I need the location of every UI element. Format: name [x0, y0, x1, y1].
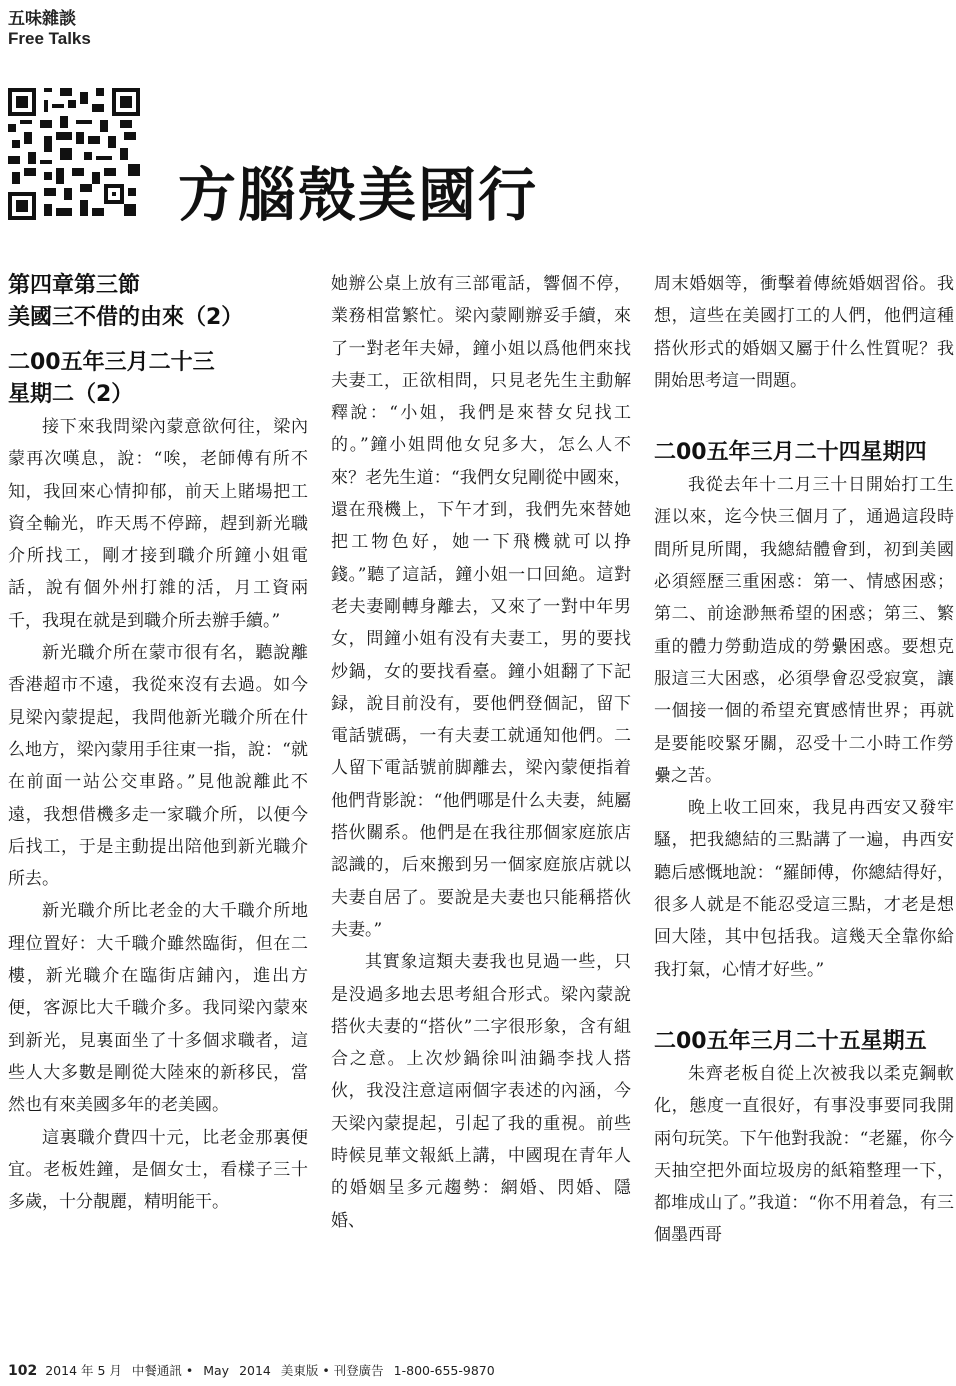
edition-label: 美東版 • 刊登廣告: [280, 1363, 384, 1378]
paragraph: 我從去年十二月三十日開始打工生涯以來，迄今快三個月了，通過這段時間所見所聞，我總結體會到，初到美國必須經歷三重困惑：第一、情感困惑；第二、前途渺無希望的困惑；第三、繁重的體力勞動造成的勞纍困惑。要想克服這三大困惑，必須學會忍受寂寞，讓一個接一個的希望充實感情世界；再就是要能咬緊牙關，忍受十二小時工作勞纍之苦。: [654, 475, 954, 786]
paragraph: 其實象這類夫妻我也見過一些，只是没過多地去思考組合形式。梁內蒙說搭伙夫妻的“搭伙”二字很形象，含有組合之意。上次炒鍋徐叫油鍋李找人搭伙，我没注意這兩個字表述的內涵，今天梁內蒙提起，引起了我的重視。前些時候見華文報紙上講，中國現在青年人的婚姻呈多元趨勢：網婚、閃婚、隱婚、: [331, 952, 631, 1231]
article-column-1: [8, 270, 308, 1218]
date-heading: 二00五年三月二十五星期五: [654, 1028, 927, 1054]
paragraph: 這裏職介費四十元，比老金那裏便宜。老板姓鐘，是個女士，看樣子三十多歲，十分靚麗，精明能干。: [8, 1127, 308, 1213]
article-title: 方腦殼美國行: [178, 161, 539, 229]
paragraph: 新光職介所比老金的大千職介所地理位置好：大千職介雖然臨街，但在二樓，新光職介在臨街店鋪內，進出方便，客源比大千職介多。我同梁內蒙來到新光，見裏面坐了十多個求職者，這些人大多數是剛從大陸來的新移民，當然也有來美國多年的老美國。: [8, 901, 308, 1116]
article-column-3: [654, 268, 954, 1252]
paragraph: 她辦公桌上放有三部電話，響個不停，業務相當繁忙。梁內蒙剛辦妥手續，來了一對老年夫婦，鐘小姐以爲他們來找夫妻工，正欲相問，只見老先生主動解釋說：“小姐，我們是來替女兒找工的。”鐘小姐問他女兒多大，怎么人不來？老先生道：“我們女兒剛從中國來，還在飛機上，下午才到，我們先來替她把工物色好，她一下飛機就可以挣錢。”聽了這話，鐘小姐一口回絶。這對老夫妻剛轉身離去，又來了一對中年男女，問鐘小姐有没有夫妻工，男的要找炒鍋，女的要找看臺。鐘小姐翻了下記録，說目前没有，要他們登個記，留下電話號碼，一有夫妻工就通知他們。二人留下電話號前脚離去，梁內蒙便指着他們背影說：“他們哪是什么夫妻，純屬搭伙關系。他們是在我往那個家庭旅店認識的，后來搬到另一個家庭旅店就以夫妻自居了。要說是夫妻也只能稱搭伙夫妻。”: [331, 274, 631, 940]
section-title-english: Free Talks: [8, 29, 91, 48]
qr-code-icon: [8, 88, 140, 220]
chapter-heading-line-1: 第四章第三節: [8, 273, 141, 298]
date-heading-line-1: 二00五年三月二十三: [8, 350, 215, 375]
chapter-heading-line-2: 美國三不借的由來（2）: [8, 305, 244, 330]
section-title-chinese: 五味雜談: [8, 9, 76, 29]
date-heading-line-2: 星期二（2）: [8, 382, 134, 407]
paragraph: 晚上收工回來，我見冉西安又發牢騷，把我總結的三點講了一遍，冉西安聽后感慨地說：“羅師傅，你總結得好，很多人就是不能忍受這三點，才老是想回大陸，其中包括我。這幾天全靠你給我打氣，心情才好些。”: [654, 798, 954, 980]
page-footer: [8, 1361, 501, 1379]
paragraph: 接下來我問梁內蒙意欲何往，梁內蒙再次嘆息，說：“唉，老師傅有所不知，我回來心情抑郁，前天上賭場把工資全輸光，昨天馬不停蹄，趕到新光職介所找工，剛才接到職介所鐘小姐電話，說有個外州打雜的活，月工資兩千，我現在就是到職介所去辦手續。”: [8, 417, 308, 631]
paragraph: 朱齊老板自從上次被我以柔克鋼軟化，態度一直很好，有事没事要同我開兩句玩笑。下午他對我說：“老羅，你今天抽空把外面垃圾房的紙箱整理一下，都堆成山了。”我道：“你不用着急，有三個墨西哥: [654, 1063, 954, 1246]
paragraph: 新光職介所在蒙市很有名，聽說離香港超市不遠，我從來沒有去過。如今見梁內蒙提起，我問他新光職介所在什么地方，梁內蒙用手往東一指，說：“就在前面一站公交車路。”見他說離此不遠，我想借機多走一家職介所，以便今后找工，于是主動提出陪他到新光職介所去。: [8, 643, 308, 890]
date-heading: 二00五年三月二十四星期四: [654, 440, 927, 466]
advertising-phone: 1-800-655-9870: [393, 1363, 495, 1378]
issue-year: 2014: [239, 1363, 271, 1378]
article-column-2: [331, 268, 631, 1237]
paragraph: 周末婚姻等，衝擊着傳統婚姻習俗。我想，這些在美國打工的人們，他們這種搭伙形式的婚姻又屬于什么性質呢？我開始思考這一問題。: [654, 274, 954, 391]
publication-name: 中餐通訊 •: [131, 1363, 194, 1378]
issue-date: 2014 年 5 月: [45, 1363, 122, 1378]
issue-month: May: [203, 1363, 230, 1378]
page-number: 102: [8, 1363, 38, 1379]
